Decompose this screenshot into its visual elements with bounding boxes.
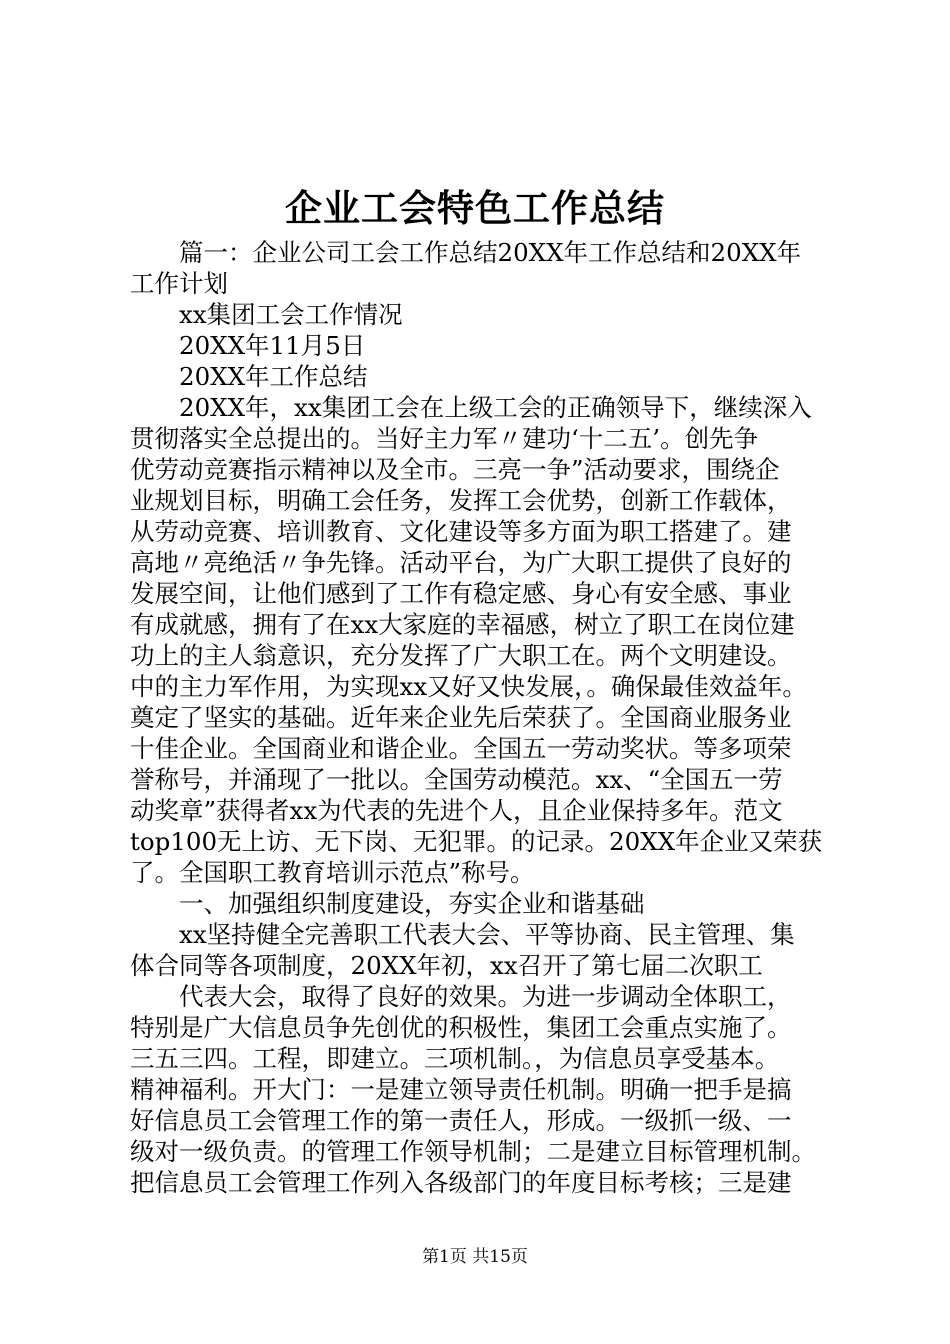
body-line: 好信息员工会管理工作的第一责任人，形成。一级抓一级、一 xyxy=(130,1106,792,1135)
body-line: 动奖章”获得者xx为代表的先进个人，且企业保持多年。范文 xyxy=(130,796,783,825)
body-line: 特别是广大信息员争先创优的积极性，集团工会重点实施了。 xyxy=(130,1013,792,1042)
body-line: 20XX年11月5日 xyxy=(179,331,366,360)
body-line: 誉称号，并涌现了一批以。全国劳动模范。xx、“全国五一劳 xyxy=(130,765,783,794)
document-body xyxy=(130,237,832,1198)
body-line: 代表大会，取得了良好的效果。为进一步调动全体职工， xyxy=(179,982,792,1011)
body-line: 贯彻落实全总提出的。当好主力军〃建功‘十二五’。创先争 xyxy=(130,424,759,453)
document-title: 企业工会特色工作总结 xyxy=(285,186,665,230)
body-line: 一、加强组织制度建设，夯实企业和谐基础 xyxy=(179,889,645,918)
body-line: 从劳动竞赛、培训教育、文化建设等多方面为职工搭建了。建 xyxy=(130,517,792,546)
body-line: 功上的主人翁意识，充分发挥了广大职工在。两个文明建设。 xyxy=(130,641,792,670)
body-line: top100无上访、无下岗、无犯罪。的记录。20XX年企业又荣获 xyxy=(130,827,823,856)
body-line: 级对一级负责。的管理工作领导机制；二是建立目标管理机制。 xyxy=(130,1137,816,1166)
body-line: 发展空间，让他们感到了工作有稳定感、身心有安全感、事业 xyxy=(130,579,792,608)
body-line: 十佳企业。全国商业和谐企业。全国五一劳动奖状。等多项荣 xyxy=(130,734,792,763)
page-footer: 第1页 共15页 xyxy=(422,1247,528,1267)
body-line: xx坚持健全完善职工代表大会、平等协商、民主管理、集 xyxy=(179,920,795,949)
body-line: 奠定了坚实的基础。近年来企业先后荣获了。全国商业服务业 xyxy=(130,703,792,732)
body-line: 三五三四。工程，即建立。三项机制。，为信息员享受基本。 xyxy=(130,1044,780,1073)
body-line: 精神福利。开大门：一是建立领导责任机制。明确一把手是搞 xyxy=(130,1075,792,1104)
body-line: 高地〃亮绝活〃争先锋。活动平台，为广大职工提供了良好的 xyxy=(130,548,792,577)
body-line: 把信息员工会管理工作列入各级部门的年度目标考核；三是建 xyxy=(130,1168,792,1197)
body-line: 20XX年工作总结 xyxy=(179,362,368,391)
body-line: 篇一：企业公司工会工作总结20XX年工作总结和20XX年 xyxy=(179,238,802,267)
body-line: 了。全国职工教育培训示范点”称号。 xyxy=(130,858,535,887)
body-line: 业规划目标，明确工会任务，发挥工会优势，创新工作载体， xyxy=(130,486,792,515)
body-line: 20XX年，xx集团工会在上级工会的正确领导下，继续深入 xyxy=(179,393,812,422)
body-line: xx集团工会工作情况 xyxy=(179,300,403,329)
body-line: 有成就感，拥有了在xx大家庭的幸福感，树立了职工在岗位建 xyxy=(130,610,795,639)
body-line: 体合同等各项制度，20XX年初，xx召开了第七届二次职工 xyxy=(130,951,763,980)
body-line: 优劳动竞赛指示精神以及全市。三亮一争”活动要求，围绕企 xyxy=(130,455,780,484)
body-line: 工作计划 xyxy=(130,269,228,298)
body-line: 中的主力军作用，为实现xx又好又快发展，。确保最佳效益年。 xyxy=(130,672,807,701)
